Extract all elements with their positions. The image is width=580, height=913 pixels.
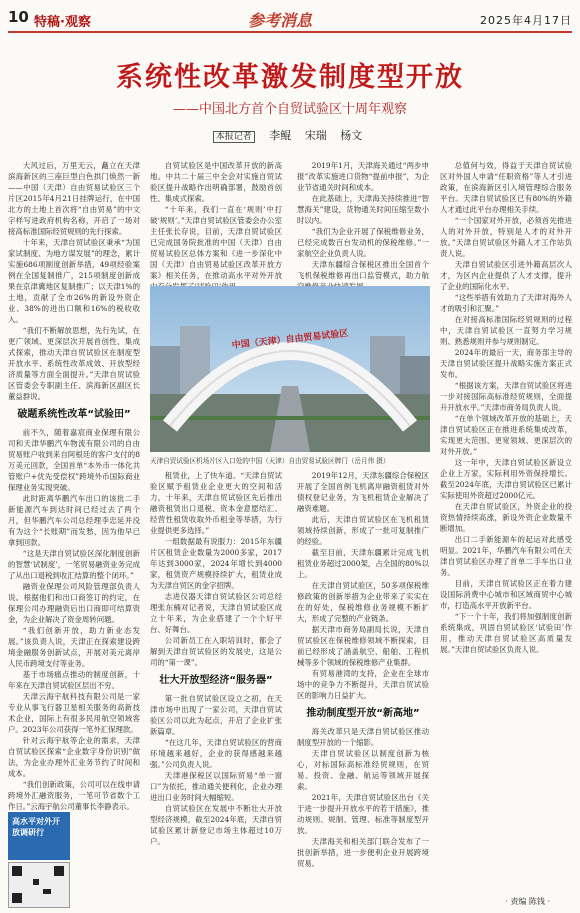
paragraph: 针对云海宇航等企业的需求，天津自贸试验区探索“企业数字身份识别”做法，为企业办理外汇业务节约了时间和成本。 bbox=[8, 736, 140, 778]
paragraph: 此时距离华鹏汽车出口的该批二手新能源汽车到达时间已经过去了两个月，但华鹏汽车公司总经理李忠延并没有为这个“长账期”而发愁，因为他早已拿到回款。 bbox=[8, 494, 140, 547]
paragraph: 在天津自贸试验区，50多项保税维修政策的创新举措为企业带来了实实在在的好处，保税维修业务规模不断扩大，形成了完整的产业链条。 bbox=[297, 581, 429, 623]
article-column-3-bottom bbox=[297, 470, 429, 905]
section-name: 特稿·观察 bbox=[34, 15, 91, 30]
paragraph: 第一批自贸试验区设立之初，在天津市场中出现了一家公司，天津自贸试验区公司以此为起点，开启了企业扩张新篇章。 bbox=[150, 694, 282, 736]
paragraph: 一组数据最有说服力：2015年东疆片区租赁企业数量为2000多家，2017年达到3000家，2024年增长到4000家，租赁资产规模持续扩大，租赁业成为天津自贸区的金字招牌。 bbox=[150, 537, 282, 590]
header-rule bbox=[8, 31, 572, 33]
paragraph: 截至目前，天津东疆累计完成飞机租赁业务超过2000架，占全国的80%以上。 bbox=[297, 548, 429, 579]
byline-tag: 本报记者 bbox=[213, 131, 255, 143]
paragraph: “在单个领域改革开放的基础上，天津自贸试验区正在推进系统集成改革，实现更大范围、更宽领域、更深层次的对外开放。” bbox=[440, 414, 572, 456]
paragraph: 有贸易港湾的支持，企业在全球市场中的竞争力不断提升，天津自贸试验区的影响力日益扩大。 bbox=[297, 669, 429, 700]
paragraph: 天津东疆综合保税区推出全国首个飞机保税维修再出口监管模式，助力航 bbox=[297, 260, 429, 280]
paragraph: “一个国家对外开放，必须首先推进人的对外开放，特别是人才的对外开放。”天津自贸试验区外籍人才工作站负责人说。 bbox=[440, 216, 572, 258]
paragraph: 租赁业，上了快车道。“天津自贸试验区赋予租赁业企业更大的空间和活力，十年来，天津自贸试验区先后推出融资租赁出口退税、资本金意愿结汇、经营性租赁收取外币租金等举措，为行业提供更多选择。” bbox=[150, 471, 282, 535]
paragraph: 天津自贸试验区引进外籍高层次人才，为区内企业提供了人才支撑，提升了企业的国际化水平。 bbox=[440, 260, 572, 291]
paragraph: 在对接高标准国际经贸规则的过程中，天津自贸试验区一直努力学习规则、熟悉规则并参与规则制定。 bbox=[440, 315, 572, 346]
section-heading: 推动制度型开放“新高地” bbox=[306, 708, 420, 719]
paragraph: 出口二手新能源车的起运对此感受明显。2021年，华鹏汽车有限公司在天津自贸试验区办理了首单二手车出口业务。 bbox=[440, 535, 572, 577]
author-name: 李鲲 bbox=[269, 129, 292, 142]
col1-paragraphs bbox=[8, 160, 140, 402]
paragraph: “下一个十年，我们将加强制度创新系统集成，巩固自贸试验区‘试验田’作用，推动天津自贸试验区高质量发展。”天津自贸试验区负责人说。 bbox=[440, 612, 572, 654]
promo-box[interactable]: 高水平对外开放调研行 bbox=[8, 812, 70, 860]
paragraph: “这些举措有效助力了天津对海外人才的吸引和汇聚。” bbox=[440, 293, 572, 313]
paragraph: 2024年的最后一天，商务部主导的天津自贸试验区提升战略实施方案正式发布。 bbox=[440, 348, 572, 379]
paragraph: “在这几年，天津自贸试验区的营商环境越来越好，企业的获得感越来越强。”公司负责人说。 bbox=[150, 738, 282, 769]
page-number: 10 bbox=[8, 8, 29, 26]
paragraph: 这一年中，天津自贸试验区新设立企业上万家，实际利用外资保持增长。截至2024年底，天津自贸试验区已累计实际使用外资超过2000亿元。 bbox=[440, 458, 572, 500]
article-subtitle: ——中国北方首个自贸试验区十周年观察 bbox=[172, 102, 407, 117]
photo-gate-text: 中国（天津）自由贸易试验区 bbox=[231, 328, 349, 352]
article-photo bbox=[150, 286, 430, 452]
byline bbox=[0, 127, 580, 143]
paragraph: “我们为企业开展了保税维修业务，已经完成数百台发动机的保税维修。”一家航空企业负责人说。 bbox=[297, 227, 429, 258]
article-column-4 bbox=[440, 160, 572, 895]
paragraph: 自贸试验区是中国改革开放的新高地。中共二十届三中全会对实施自贸试验区提升战略作出明确部署，鼓励首创性、集成式探索。 bbox=[150, 161, 282, 203]
paragraph: 据天津市商务局副局长说，天津自贸试验区在保税维修领域不断探索，目前已经形成了涵盖航空、船舶、工程机械等多个领域的保税维修产业集群。 bbox=[297, 625, 429, 667]
paragraph: 在此基础上，天津海关持续推进“智慧海关”建设，货物通关时间压缩至数小时以内。 bbox=[297, 194, 429, 225]
paragraph: “我们创新开放，助力新业态发展。”该负责人说，天津正在探索建设跨境金融服务创新试点，开展对美元离岸人民币跨境支付等业务。 bbox=[8, 626, 140, 668]
paragraph: 前不久，随着嘉宸商业保理有限公司和天津华鹏汽车物流有限公司的自由贸易账户收到来自阿根廷的客户支付的8万美元回款，全国首单“本外币一体化共管账户+优先受偿权”跨境外币国际商业保理业务实现突破。 bbox=[8, 428, 140, 492]
col2c-paragraphs bbox=[150, 693, 282, 847]
paragraph: 天津云海宇航科技有限公司是一家专业从事飞行器卫星相关服务的高新技术企业，国际上有很多民用航空领域客户。2023年公司获得一笔外汇保理款。 bbox=[8, 692, 140, 734]
paragraph: “我们不断解放思想，先行先试，在更广领域、更深层次开展首创性、集成式探索，推动天津自贸试验区在制度型开放水平、系统性改革成效、开放型经济质量等方面全面提升。”天津自贸试验区管委会专职副主任、滨海新区副区长董益群说。 bbox=[8, 326, 140, 401]
author-name: 宋瑞 bbox=[304, 129, 327, 142]
editor-credit: · 责编 陈钱 · bbox=[505, 897, 550, 906]
col3b-paragraphs bbox=[297, 470, 429, 701]
paragraph: 天津港保税区以国际贸易“单一窗口”为依托，推动通关便利化，企业办理进出口业务时间大幅缩短。 bbox=[150, 771, 282, 802]
section-heading: 破题系统性改革“试验田” bbox=[17, 409, 131, 420]
article-title: 系统性改革激发制度型开放 bbox=[116, 62, 464, 93]
paragraph: 2019年1月，天津海关通过“两步申报”改革实施进口货物“提前申报”，为企业节省通关时间和成本。 bbox=[297, 161, 429, 192]
col3-paragraphs bbox=[297, 160, 429, 292]
paragraph: 大风过后，万里无云，矗立在天津滨海新区的三座巨型白色拱门焕然一新——中国（天津）自由贸易试验区三个片区2015年4月21日挂牌运行，在中国北方的土地上首次将“自由贸易”的中文字样写进政府机构名称，开启了一场对接高标准国际经贸规则的先行探索。 bbox=[8, 161, 140, 236]
paragraph: 十年来，天津自贸试验区秉承“为国家试制度、为地方谋发展”的理念，累计实施686项制度创新举措，49项经验案例在全国复制推广，215项制度创新成果在京津冀地区复制推广；以天津1%的土地，贡献了全市26%的新设外资企业、38%的进出口额和16%的税收收入。 bbox=[8, 238, 140, 324]
article-column-3-top bbox=[297, 160, 429, 282]
paragraph: “十年来，我们一直在‘规则’中打破‘规则’。”天津自贸试验区管委会办公室主任张长存说，目前，天津自贸试验区已完成国务院批准的中国（天津）自由贸易试验区总体方案和《进一步深化中国（天津）自由贸易试验区改革开放方案》相关任务，在推动高水平对外开放 bbox=[150, 205, 282, 280]
paragraph: 天津自贸试验区以制度创新为核心，对标国际高标准经贸规则，在贸易、投资、金融、航运等领域开展探索。 bbox=[297, 749, 429, 791]
paragraph: 2021年，天津自贸试验区出台《关于进一步提升开放水平的若干措施》，推动规则、规制、管理、标准等制度型开放。 bbox=[297, 793, 429, 835]
photo-caption: 天津自贸试验区机场片区入口处的中国（天津）自由贸易试验区牌门（岳月伟 摄） bbox=[150, 457, 390, 465]
paragraph: 此后，天津自贸试验区在飞机租赁领域持续创新，形成了一批可复制推广的经验。 bbox=[297, 515, 429, 546]
paragraph: 公司新员工在入职培训时，都会了解到天津自贸试验区的发展史，这是公司的“第一课”。 bbox=[150, 636, 282, 667]
paragraph: 基于市场痛点推动的制度创新，十年来在天津自贸试验区层出不穷。 bbox=[8, 670, 140, 690]
col3c-paragraphs bbox=[297, 726, 429, 869]
paragraph: “根据该方案，天津自贸试验区将进一步对接国际高标准经贸规则，全面提升开放水平。”天津市商务局负责人说。 bbox=[440, 381, 572, 412]
paragraph: 融资业保理公司风险管理部负责人说。根据他们和出口商签订的约定，在保理公司办理融资后出口商即可结算资金，为企业解决了资金周转问题。 bbox=[8, 582, 140, 624]
article-column-2-top bbox=[150, 160, 282, 282]
paragraph: 目前，天津自贸试验区正在着力建设国际消费中心城市和区域商贸中心城市，打造高水平开放新平台。 bbox=[440, 579, 572, 610]
paragraph: 天津海关和相关部门联合发布了一批创新举措，进一步便利企业开展跨境贸易。 bbox=[297, 837, 429, 868]
paragraph: 在天津自贸试验区，外资企业的投资热情持续高涨，新设外资企业数量不断增加。 bbox=[440, 502, 572, 533]
qr-code-icon bbox=[8, 862, 70, 908]
col4-paragraphs bbox=[440, 160, 572, 655]
article-column-2-bottom bbox=[150, 470, 282, 905]
paragraph: 总值何与效，得益于天津自贸试验区对外国人申请“任职资格”等人才引进政策，在滨海新区引入境管理综合服务平台。天津自贸试验区已有80%的外籍人才通过此平台办理相关手续。 bbox=[440, 161, 572, 214]
col2b-paragraphs bbox=[150, 470, 282, 668]
section-heading: 壮大开放型经济“服务器” bbox=[159, 675, 273, 686]
paragraph: 自贸试验区在发展中不断壮大开放型经济规模，截至2024年底，天津自贸试验区累计新登记市场主体超过10万户。 bbox=[150, 804, 282, 846]
col1b-paragraphs bbox=[8, 427, 140, 812]
photo-illustration bbox=[150, 286, 430, 452]
page-header bbox=[8, 6, 572, 32]
paragraph: 海关改革只是天津自贸试验区推动制度型开放的一个缩影。 bbox=[297, 727, 429, 747]
paragraph: “我们创新政策，公司可以在线申请跨境外汇融资服务，一笔可节省数个工作日。”云海宇航公司董事长李静表示。 bbox=[8, 780, 140, 811]
issue-date: 2025年4月17日 bbox=[480, 14, 572, 27]
masthead-logo: 参考消息 bbox=[248, 11, 313, 30]
paragraph: 志进仪器天津自贸试验区公司总经理张东楠对记者说，天津自贸试验区成立十年来，为企业搭建了一个个好平台、好舞台。 bbox=[150, 592, 282, 634]
paragraph: 2019年12月，天津东疆综合保税区开展了全国首例飞机离岸融资租赁对外债权登记业务，为飞机租赁企业解决了融资难题。 bbox=[297, 471, 429, 513]
article-column-1 bbox=[8, 160, 140, 810]
paragraph: “这是天津自贸试验区深化制度创新的智慧‘试制度’，一笔贸易融资业务完成了从出口退税到收汇结算的整个闭环。” bbox=[8, 549, 140, 580]
author-name: 杨文 bbox=[340, 129, 363, 142]
